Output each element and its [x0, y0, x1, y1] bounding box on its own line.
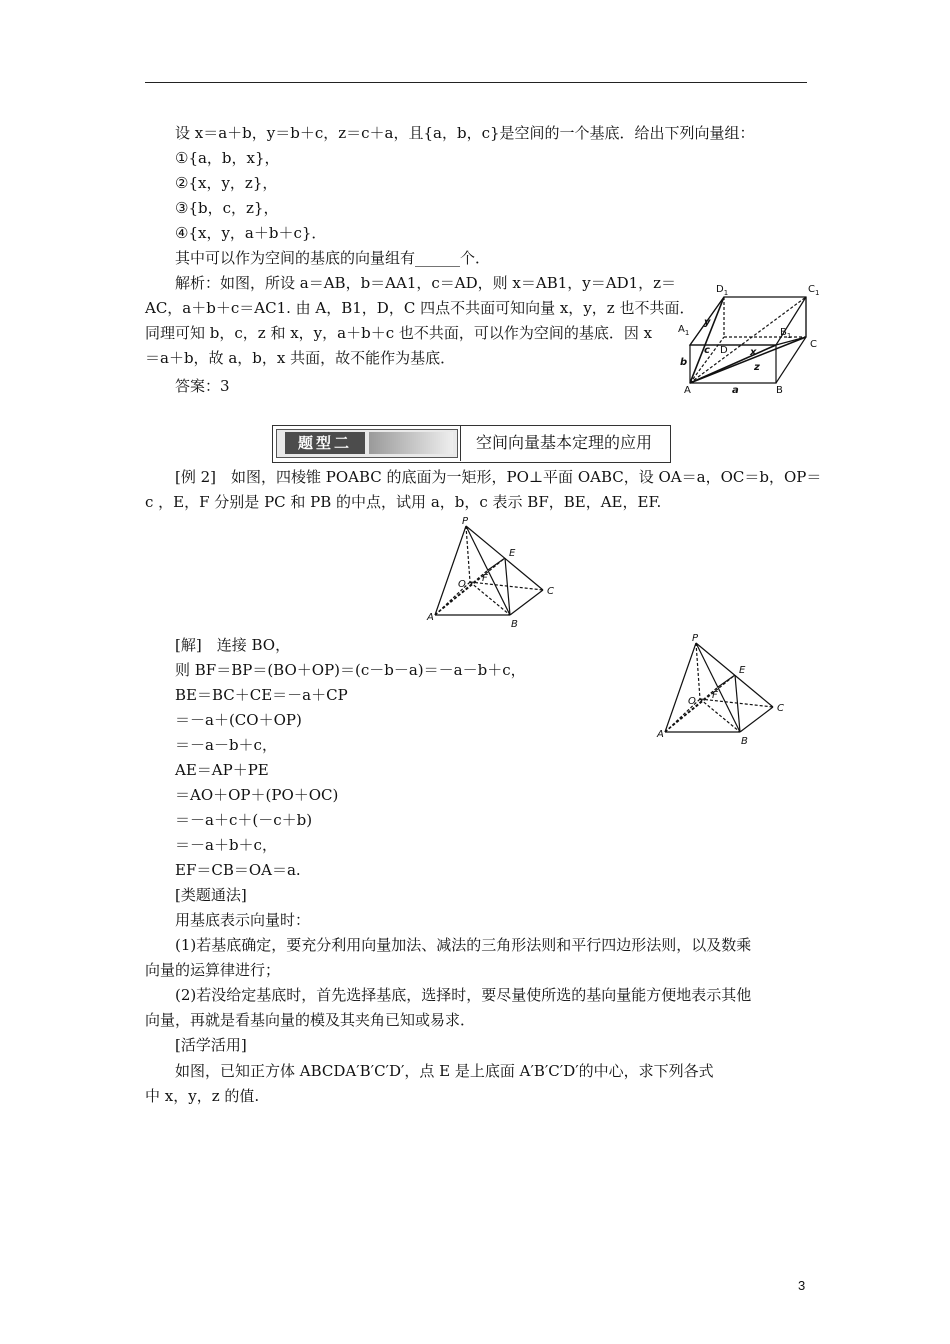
option-4: ④{x，y，a＋b＋c}． — [175, 224, 327, 242]
fig1-label-A1: $A_1$ — [678, 324, 690, 337]
solution-line: ＝－a＋b＋c， — [175, 836, 277, 854]
option-2: ②{x，y，z}， — [175, 174, 278, 192]
fig3-label-F: F — [712, 690, 718, 701]
method-line: 向量的运算律进行； — [145, 961, 281, 979]
practice-line: 中 x，y，z 的值. — [145, 1087, 260, 1105]
fig1-label-x: x — [750, 347, 757, 358]
question-line: 其中可以作为空间的基底的向量组有______个． — [175, 249, 491, 267]
fig2-label-B: B — [511, 619, 518, 630]
fig2-label-P: P — [462, 516, 469, 527]
fig2-label-E: E — [509, 548, 516, 559]
analysis-line: AC，a＋b＋c＝AC1. 由 A，B1，D，C 四点不共面可知向量 x，y，z 也不共面． — [145, 299, 695, 317]
fig3-label-P: P — [692, 633, 699, 644]
fig3-label-C: C — [777, 703, 784, 714]
section-tag — [276, 429, 458, 458]
fig2-label-F: F — [482, 573, 488, 584]
fig1-label-D: D — [720, 345, 728, 356]
fig1-label-B: B — [776, 385, 783, 396]
solution-line: ＝－a－b＋c， — [175, 736, 277, 754]
fig3-label-A: A — [657, 729, 664, 740]
fig1-label-y: y — [704, 317, 711, 328]
pyramid-figure-2 — [655, 632, 790, 747]
fig3-label-E: E — [739, 665, 746, 676]
option-1: ①{a，b，x}， — [175, 149, 280, 167]
fig1-label-C1: $C_1$ — [808, 284, 820, 297]
solution-line: ＝－a＋c＋(－c＋b) — [175, 811, 313, 829]
practice-line: 如图，已知正方体 ABCDA′B′C′D′，点 E 是上底面 A′B′C′D′的中心，求下列各式 — [175, 1062, 714, 1080]
fig3-label-B: B — [741, 736, 748, 747]
fig1-label-A: A — [684, 385, 691, 396]
parallelepiped-figure — [676, 275, 824, 397]
fig1-label-C: C — [810, 339, 817, 350]
section-tag-label: 题型二 — [285, 432, 365, 454]
solution-line: EF＝CB＝OA＝a. — [175, 861, 301, 879]
fig1-label-a: a — [732, 385, 739, 396]
analysis-line: ＝a＋b，故 a，b，x 共面，故不能作为基底． — [145, 349, 456, 367]
fig1-label-z: z — [754, 362, 760, 373]
solution-line: ＝－a＋(CO＋OP) — [175, 711, 302, 729]
analysis-line: 同理可知 b，c，z 和 x，y，a＋b＋c 也不共面，可以作为空间的基底．因 x — [145, 324, 653, 342]
practice-heading: [活学活用] — [175, 1036, 247, 1054]
solution-line: ＝AO＋OP＋(PO＋OC) — [175, 786, 339, 804]
fig1-label-b: b — [680, 357, 688, 368]
fig1-label-c: c — [704, 345, 710, 356]
fig2-label-O: O — [458, 579, 466, 590]
example-statement: c ，E，F 分别是 PC 和 PB 的中点，试用 a，b，c 表示 BF，BE，AE，EF. — [145, 493, 662, 511]
fig2-label-A: A — [427, 612, 434, 623]
fig1-label-B1: $B_1$ — [780, 327, 792, 340]
option-3: ③{b，c，z}， — [175, 199, 279, 217]
method-line: 用基底表示向量时： — [175, 911, 311, 929]
solution-line: 则 BF＝BP＝(BO＋OP)＝(c－b－a)＝－a－b＋c， — [175, 661, 526, 679]
fig1-label-D1: $D_1$ — [716, 284, 729, 297]
method-line: (2)若没给定基底时，首先选择基底，选择时，要尽量使所选的基向量能方便地表示其他 — [175, 986, 752, 1004]
solution-line: [解] 连接 BO， — [175, 636, 291, 654]
section-title: 空间向量基本定理的应用 — [476, 433, 653, 452]
analysis-line: 解析：如图，所设 a＝AB，b＝AA1，c＝AD，则 x＝AB1，y＝AD1，z＝ — [175, 274, 677, 292]
method-line: (1)若基底确定，要充分利用向量加法、减法的三角形法则和平行四边形法则，以及数乘 — [175, 936, 752, 954]
solution-line: BE＝BC＋CE＝－a＋CP — [175, 686, 348, 704]
problem-statement: 设 x＝a＋b，y＝b＋c，z＝c＋a，且{a，b，c}是空间的一个基底．给出下列向量组： — [175, 124, 755, 142]
pyramid-figure-1 — [425, 515, 560, 630]
section-banner — [272, 425, 671, 463]
fig2-label-C: C — [547, 586, 554, 597]
answer-line: 答案：3 — [175, 377, 230, 395]
method-heading: [类题通法] — [175, 886, 247, 904]
fig3-label-O: O — [688, 696, 696, 707]
method-line: 向量，再就是看基向量的模及其夹角已知或易求． — [145, 1011, 476, 1029]
solution-line: AE＝AP＋PE — [175, 761, 269, 779]
example-statement: [例 2] 如图，四棱锥 POABC 的底面为一矩形，PO⊥平面 OABC，设 OA＝a，OC＝b，OP＝ — [175, 468, 822, 486]
page-number: 3 — [798, 1278, 806, 1293]
header-rule — [145, 82, 807, 83]
